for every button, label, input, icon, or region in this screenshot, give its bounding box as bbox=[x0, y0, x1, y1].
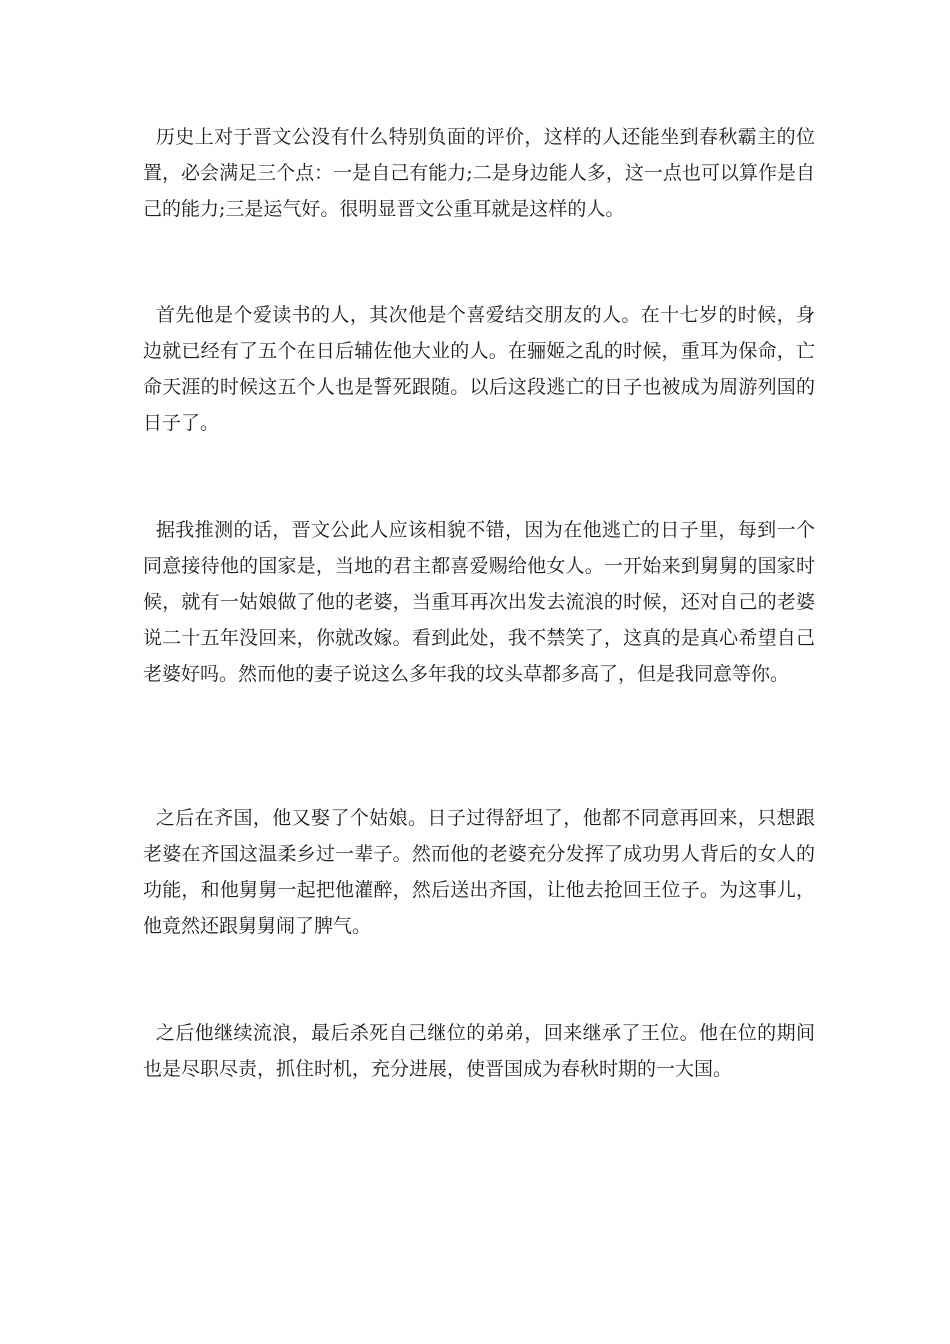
paragraph-1: 历史上对于晋文公没有什么特别负面的评价，这样的人还能坐到春秋霸主的位置，必会满足三个点：一是自己有能力;二是身边能人多，这一点也可以算作是自己的能力;三是运气好。很明显晋文公重耳就是这样的人。 bbox=[143, 126, 815, 220]
paragraph-4: 之后在齐国，他又娶了个姑娘。日子过得舒坦了，他都不同意再回来，只想跟老婆在齐国这温柔乡过一辈子。然而他的老婆充分发挥了成功男人背后的女人的功能，和他舅舅一起把他灌醉，然后送出齐国，让他去抢回王位子。为这事儿，他竟然还跟舅舅闹了脾气。 bbox=[143, 807, 815, 937]
paragraph-2: 首先他是个爱读书的人，其次他是个喜爱结交朋友的人。在十七岁的时候，身边就已经有了五个在日后辅佐他大业的人。在骊姬之乱的时候，重耳为保命，亡命天涯的时候这五个人也是誓死跟随。以后这段逃亡的日子也被成为周游列国的日子了。 bbox=[143, 304, 815, 434]
paragraph-5: 之后他继续流浪，最后杀死自己继位的弟弟，回来继承了王位。他在位的期间也是尽职尽责，抓住时机，充分进展，使晋国成为春秋时期的一大国。 bbox=[143, 1022, 815, 1080]
paragraph-3: 据我推测的话，晋文公此人应该相貌不错，因为在他逃亡的日子里，每到一个同意接待他的国家是，当地的君主都喜爱赐给他女人。一开始来到舅舅的国家时候，就有一姑娘做了他的老婆，当重耳再次出发去流浪的时候，还对自己的老婆说二十五年没回来，你就改嫁。看到此处，我不禁笑了，这真的是真心希望自己老婆好吗。然而他的妻子说这么多年我的坟头草都多高了，但是我同意等你。 bbox=[143, 519, 815, 685]
